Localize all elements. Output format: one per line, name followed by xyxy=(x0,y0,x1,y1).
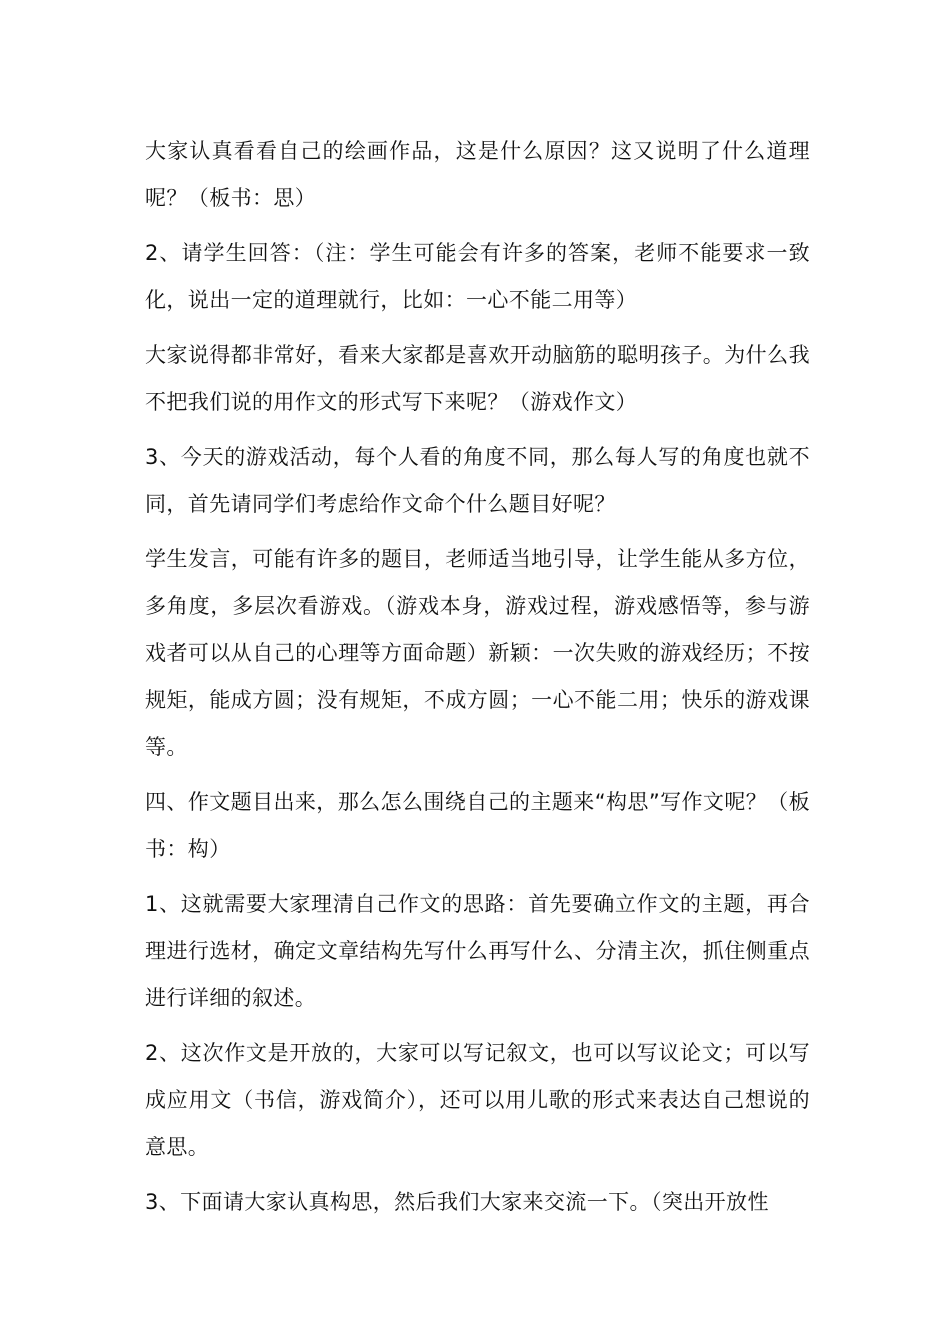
paragraph-1: 大家认真看看自己的绘画作品，这是什么原因？这又说明了什么道理呢？（板书：思） xyxy=(145,139,810,210)
paragraph-4: 3、今天的游戏活动，每个人看的角度不同，那么每人写的角度也就不同，首先请同学们考虑给作文命个什么题目好呢？ xyxy=(145,445,810,516)
paragraph-5: 学生发言，可能有许多的题目，老师适当地引导，让学生能从多方位，多角度，多层次看游戏。（游戏本身，游戏过程，游戏感悟等，参与游戏者可以从自己的心理等方面命题）新颖：一次失败的游戏经历；不按规矩，能成方圆；没有规矩，不成方圆；一心不能二用；快乐的游戏课等。 xyxy=(145,547,810,759)
paragraph-3: 大家说得都非常好，看来大家都是喜欢开动脑筋的聪明孩子。为什么我不把我们说的用作文的形式写下来呢？（游戏作文） xyxy=(145,343,810,414)
paragraph-9: 3、下面请大家认真构思，然后我们大家来交流一下。（突出开放性 xyxy=(145,1190,769,1214)
paragraph-8: 2、这次作文是开放的，大家可以写记叙文，也可以写议论文；可以写成应用文（书信，游戏简介），还可以用儿歌的形式来表达自己想说的意思。 xyxy=(145,1041,810,1159)
paragraph-2: 2、请学生回答：（注：学生可能会有许多的答案，老师不能要求一致化，说出一定的道理就行，比如：一心不能二用等） xyxy=(145,241,810,312)
paragraph-7: 1、这就需要大家理清自己作文的思路：首先要确立作文的主题，再合理进行选材，确定文章结构先写什么再写什么、分清主次，抓住侧重点进行详细的叙述。 xyxy=(145,892,810,1010)
paragraph-6: 四、作文题目出来，那么怎么围绕自己的主题来“构思”写作文呢？（板书：构） xyxy=(145,790,810,861)
document-body xyxy=(145,128,810,1234)
